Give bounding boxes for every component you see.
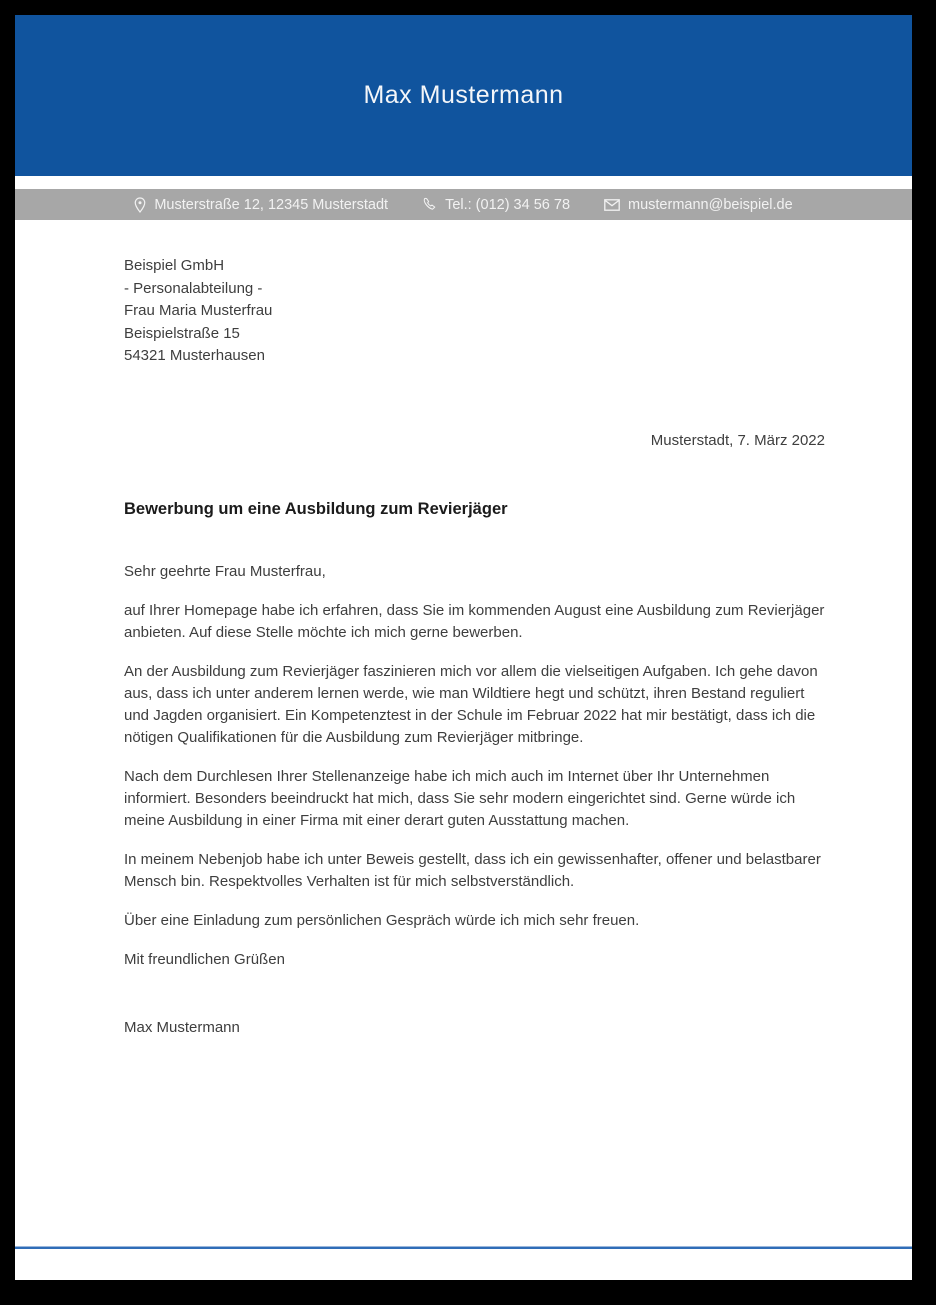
contact-phone-text: Tel.: (012) 34 56 78 [445, 196, 571, 213]
contact-address [134, 197, 388, 213]
paragraph-intro: auf Ihrer Homepage habe ich erfahren, dass Sie im kommenden August eine Ausbildung zum Revierjäger anbieten. Auf diese Stelle möchte ich mich gerne bewerben. [124, 601, 825, 641]
location-pin-icon [134, 197, 146, 213]
sender-name-title: Max Mustermann [363, 81, 564, 109]
recipient-street: Beispielstraße 15 [124, 324, 240, 342]
contact-address-text: Musterstraße 12, 12345 Musterstadt [154, 196, 389, 213]
recipient-city: 54321 Musterhausen [124, 347, 265, 364]
recipient-contact-person: Frau Maria Musterfrau [124, 302, 273, 319]
contact-bar [15, 189, 912, 220]
date-line: Musterstadt, 7. März 2022 [650, 431, 825, 449]
letter-body [15, 220, 912, 1039]
closing-phrase: Mit freundlichen Grüßen [124, 950, 285, 968]
letter-page [15, 15, 912, 1280]
contact-email [604, 197, 793, 213]
header-divider-gap [15, 176, 912, 189]
signature-name: Max Mustermann [124, 1018, 240, 1036]
phone-icon [422, 197, 437, 212]
contact-email-text: mustermann@beispiel.de [628, 196, 793, 213]
paragraph-company-research: Nach dem Durchlesen Ihrer Stellenanzeige habe ich mich auch im Internet über Ihr Unternehmen informiert. Besonders beeindruckt hat mich, dass Sie sehr modern eingerichtet sind. Gerne würde ich meine Ausbildung in einer Firma mit einer derart guten Ausstattung machen. [124, 767, 796, 829]
header-band [15, 15, 912, 176]
paragraph-motivation: An der Ausbildung zum Revierjäger faszinieren mich vor allem die vielseitigen Aufgaben. Ich gehe davon aus, dass ich unter anderem lernen werde, wie man Wildtiere hegt und schützt, ihren Bestand reguliert und Jagden organisiert. Ein Kompetenztest in der Schule im Februar 2022 hat mir bestätigt, dass ich die nötigen Qualifikationen für die Ausbildung zum Revierjäger mitbringe. [124, 662, 818, 746]
subject-line: Bewerbung um eine Ausbildung zum Revierjäger [124, 499, 508, 518]
envelope-icon [604, 199, 620, 211]
contact-phone [422, 197, 570, 213]
greeting: Sehr geehrte Frau Musterfrau, [124, 562, 326, 580]
footer-accent-line [15, 1246, 912, 1249]
paragraph-invitation: Über eine Einladung zum persönlichen Gespräch würde ich mich sehr freuen. [124, 911, 640, 929]
paragraph-personal-strengths: In meinem Nebenjob habe ich unter Beweis gestellt, dass ich ein gewissenhafter, offener und belastbarer Mensch bin. Respektvolles Verhalten ist für mich selbstverständlich. [124, 850, 821, 890]
recipient-department: - Personalabteilung - [124, 279, 263, 297]
recipient-company: Beispiel GmbH [124, 257, 225, 274]
recipient-address-block [124, 255, 825, 368]
